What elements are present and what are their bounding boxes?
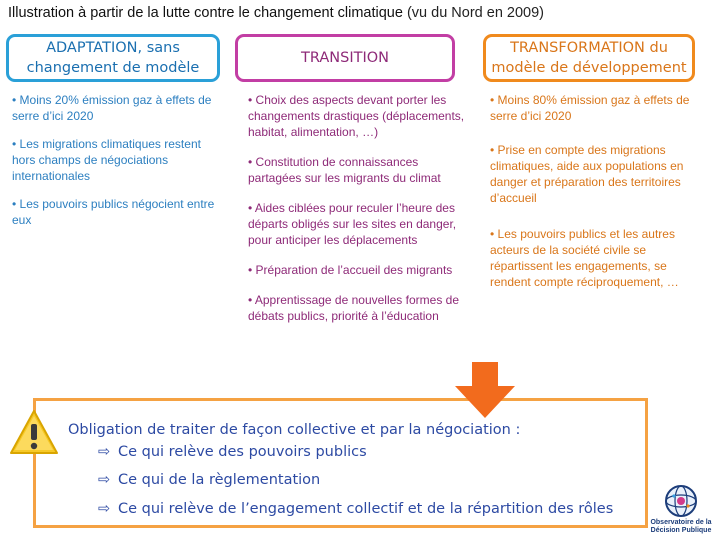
transformation-item: • Moins 80% émission gaz à effets de serre d’ici 2020 — [490, 93, 690, 123]
transition-item: • Apprentissage de nouvelles formes de débats publics, priorité à l’éducation — [248, 293, 459, 323]
arrow-right-icon: ⇨ — [98, 472, 111, 488]
transition-item: • Aides ciblées pour reculer l’heure des départs obligés sur les sites en danger, pour anticiper les déplacements — [248, 201, 457, 247]
globe-logo-icon — [664, 484, 698, 518]
obligation-item — [98, 501, 613, 517]
adaptation-item: • Les pouvoirs publics négocient entre eux — [12, 197, 215, 227]
warning-icon — [8, 408, 60, 458]
down-arrow-icon — [455, 362, 515, 418]
adaptation-item: • Moins 20% émission gaz à effets de serre d’ici 2020 — [12, 93, 212, 123]
obligation-item — [98, 444, 367, 460]
transition-item: • Préparation de l’accueil des migrants — [248, 263, 453, 277]
title-suffix: (vu du Nord en 2009) — [402, 5, 544, 21]
logo-line1: Observatoire de la — [650, 519, 712, 526]
obligation-item — [98, 472, 320, 488]
transition-column — [248, 92, 470, 336]
obligation-item-text: Ce qui relève des pouvoirs publics — [118, 444, 367, 460]
transition-heading: TRANSITION — [301, 50, 389, 66]
transformation-column — [490, 92, 695, 302]
transformation-heading-line1: TRANSFORMATION du — [510, 40, 668, 56]
transition-item: • Choix des aspects devant porter les changements drastiques (déplacements, habitat, alimentation, …) — [248, 93, 465, 139]
obligation-item-text: Ce qui de la règlementation — [118, 472, 321, 488]
transition-heading-box — [235, 34, 455, 82]
obligation-title: Obligation de traiter de façon collective et par la négociation : — [68, 422, 521, 438]
adaptation-heading-line1: ADAPTATION, sans — [46, 40, 180, 56]
adaptation-column — [12, 92, 222, 240]
transformation-heading-line2: modèle de développement — [491, 60, 687, 76]
title-main: Illustration à partir de la lutte contre le changement climatique — [8, 5, 403, 21]
logo-line2: Décision Publique — [650, 527, 712, 534]
adaptation-heading-box — [6, 34, 220, 82]
arrow-right-icon: ⇨ — [98, 444, 111, 460]
transition-item: • Constitution de connaissances partagées sur les migrants du climat — [248, 155, 441, 185]
transformation-item: • Les pouvoirs publics et les autres acteurs de la société civile se répartissent les engagements, se rendent compte réciproquement, … — [490, 227, 679, 289]
arrow-right-icon: ⇨ — [98, 501, 111, 517]
adaptation-heading-line2: changement de modèle — [26, 60, 200, 76]
page-title — [8, 5, 713, 21]
transformation-item: • Prise en compte des migrations climatiques, aide aux populations en danger et préparation des territoires d’accueil — [490, 143, 684, 205]
transformation-heading-box — [483, 34, 695, 82]
adaptation-item: • Les migrations climatiques restent hors champs de négociations internationales — [12, 137, 201, 183]
observatoire-logo — [648, 484, 714, 538]
obligation-item-text: Ce qui relève de l’engagement collectif et de la répartition des rôles — [118, 501, 614, 517]
